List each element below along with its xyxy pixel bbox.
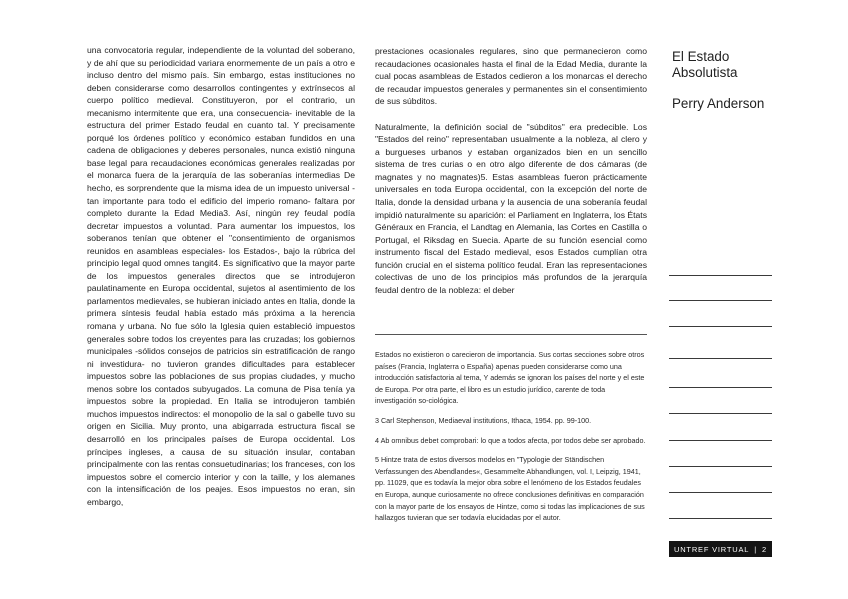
footer-separator: | [754, 544, 757, 554]
margin-note-line [669, 518, 772, 519]
margin-note-line [669, 326, 772, 327]
page-footer [669, 541, 772, 557]
footnotes [375, 349, 647, 532]
page-number: 2 [762, 544, 767, 554]
footnote-divider [375, 334, 647, 335]
margin-note-line [669, 440, 772, 441]
footnote: 5 Hintze trata de estos diversos modelos en "Typologie der Ständischen Verfassungen des Abendlandes«, Gesammelte Abhandlungen, vol. I, Leipzig, 1941, pp. 11029, que es todavía la mejor obra sobre el lenómeno de los Estados feudales en Europa, aunque curiosamente no ofrece conclusiones definitivas en comparación con la mayor parte de los ensayos de Hintze, como si todas las implicaciones de sus hallazgos tuvieran que ser todavía elucidadas por el autor. [375, 455, 645, 523]
footnote: 3 Carl Stephenson, Mediaeval institutions, Ithaca, 1954. pp. 99-100. [375, 415, 592, 425]
margin-note-line [669, 492, 772, 493]
book-title-line: El Estado [672, 49, 730, 64]
margin-note-line [669, 358, 772, 359]
book-author: Perry Anderson [672, 96, 765, 111]
margin-note-line [669, 300, 772, 301]
footnote: Estados no existieron o carecieron de importancia. Sus cortas secciones sobre otros países (Francia, Inglaterra o España) apenas pueden considerarse como una introducción satisfactoria al tema, Y además se ignoran los países del norte y el este de Europa. Por otra parte, el libro es un estudio jurídico, carente de toda investigación so-ciológica. [375, 350, 645, 406]
footnote: 4 Ab omnibus debet comprobari: lo que a todos afecta, por todos debe ser aprobado. [375, 435, 646, 445]
body-paragraph: prestaciones ocasionales regulares, sino que permanecieron como recaudaciones ocasionales hasta el final de la Edad Media, durante la cual pocas asambleas de Estados cedieron a los monarcas el derecho de recaudar impuestos generales y permanentes sin el consentimiento de sus súbditos. [375, 46, 647, 107]
margin-note-line [669, 387, 772, 388]
body-paragraph: una convocatoria regular, independiente de la voluntad del soberano, y de ahí que su periodicidad variara enormemente de un país a otro e incluso dentro del mismo país. Sin embargo, estas instituciones no deben considerarse como desarrollos contingentes y extrínsecos al cuerpo político medieval. Constituyeron, por el contrario, un mecanismo intermitente que era, una consecuencia- inevitable de la estructura del primer Estado feudal en cuanto tal. Y precisamente porqué los órdenes político y económico estaban fundidos en una cadena de obligaciones y deberes personales, nunca existió ninguna base legal para recaudaciones económicas generales realizadas por el monarca fuera de la jerarquía de las soberanías intermedias De hecho, es sorprendente que la misma idea de un impuesto universal -tan importante para todo el edificio del imperio romano- faltara por completo durante la Edad Media3. Así, ningún rey feudal podía decretar impuestos a voluntad. Para aumentar los impuestos, los soberanos tenían que obtener el "consentimiento de organismos reunidos en asambleas especiales- los Estados-, bajo la rúbrica del principio legal quod omnes tangit4. Es significativo que la mayor parte de los impuestos generales directos que se introdujeron paulatinamente en Europa occidental, sujetos al asentimiento de los parlamentos medievales, se hubieran iniciado antes en Italia, donde la primera síntesis feudal había estado más próxima a la herencia romana y urbana. No fue sólo la Iglesia quien estableció impuestos generales sobre todos los creyentes para las cruzadas; los gobiernos municipales -sólidos consejos de patricios sin estratificación de rango ni investidura- no tuvieron grandes dificultades para establecer impuestos sobre las poblaciones de sus propias ciudades, y mucho menos sobre los contados subyugados. La comuna de Pisa tenía ya impuestos sobre la propiedad. En Italia se introdujeron también muchos impuestos indirectos: el monopolio de la sal o gabelle tuvo su origen en Sicilia. Muy pronto, una abigarrada estructura fiscal se desarrolló en los principales países de Europa occidental. Los príncipes ingleses, a causa de su situación insular, contaban principalmente con las rentas consuetudinarias; los franceses, con los impuestos sobre el comercio interior y con la taille, y los alemanes con la intensificación de los peajes. Esos impuestos no eran, sin embargo, [87, 45, 356, 507]
body-paragraph: Naturalmente, la definición social de "súbditos" era predecible. Los "Estados del reino" representaban usualmente a la nobleza, al clero y a burgueses urbanos y estaban organizados bien en un sencillo sistema de tres curias o en otro algo diferente de dos cámaras (de magnates y no magnates)5. Estas asambleas fueron prácticamente universales en toda Europa occidental, con la excepción del norte de Italia, donde la densidad urbana y la ausencia de una soberanía feudal impidió naturalmente su aparición: el Parliament en Inglaterra, los États Généraux en Francia, el Landtag en Alemania, las Cortes en Castilla o Portugal, el Riksdag en Suecia. Aparte de su función esencial como instrumento fiscal del Estado medieval, esos Estados cumplían otra función crucial en el sistema político feudal. Eran las representaciones colectivas de uno de los principios más profundos de la jerarquía feudal dentro de la nobleza: el deber [375, 121, 647, 295]
text-column-middle [375, 45, 647, 296]
book-title-line: Absolutista [672, 65, 738, 80]
book-title [672, 49, 738, 81]
margin-note-line [669, 466, 772, 467]
publisher-label: UNTREF VIRTUAL [674, 544, 750, 554]
text-column-left [87, 44, 355, 508]
margin-note-line [669, 413, 772, 414]
margin-note-line [669, 275, 772, 276]
